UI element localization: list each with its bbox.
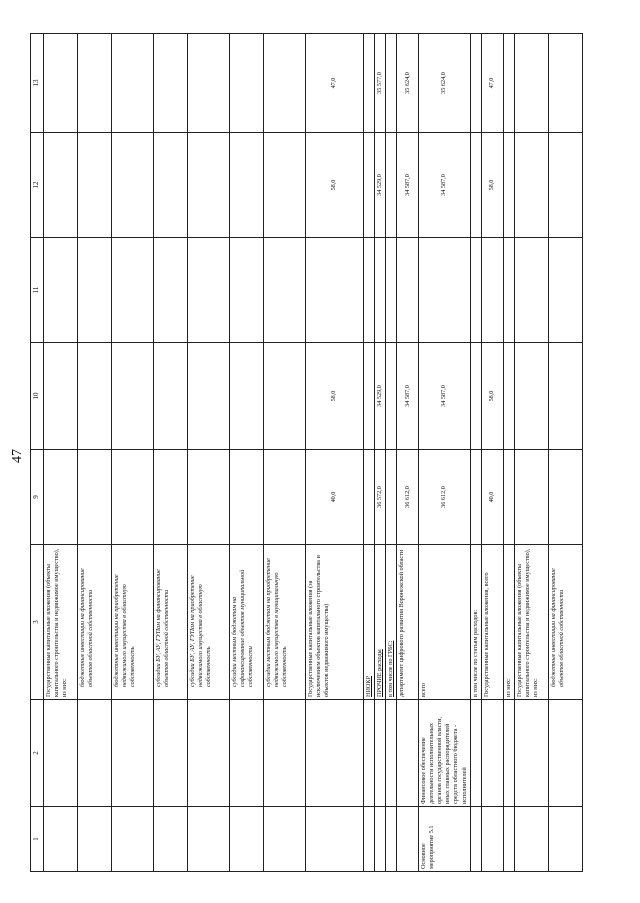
table-cell [230,343,264,450]
table-cell [44,807,78,872]
table-cell [548,450,582,545]
table-cell: НИОКР [364,545,375,700]
table-cell: 36 572,0 [375,450,386,545]
table-cell [548,807,582,872]
table-cell [364,238,375,343]
table-cell [112,133,154,238]
table-cell [481,807,503,872]
table-cell: 34 529,0 [375,343,386,450]
header-row [31,34,44,872]
table-cell [112,343,154,450]
table-cell: 35 624,0 [419,34,470,133]
table-cell [503,450,514,545]
page-number: 47 [10,449,25,463]
table-row [44,34,78,872]
table-cell [514,133,548,238]
table-cell [470,700,481,807]
table-cell: 34 587,0 [419,343,470,450]
table-cell [188,238,230,343]
table-cell [364,700,375,807]
table-cell [470,238,481,343]
table-cell: субсидии БУ, АУ, ГУПам на приобретение недвижимого имущества в областную собственность [188,545,230,700]
column-header: 13 [31,34,44,133]
table-cell [386,807,397,872]
table-cell [481,700,503,807]
table-cell: 58,0 [481,343,503,450]
table-cell [44,450,78,545]
table-cell [78,700,112,807]
table-cell [154,133,188,238]
table-cell: 58,0 [306,343,364,450]
table-cell: Основное мероприятие 5.1 [419,807,470,872]
table-cell [375,807,386,872]
table-cell [112,807,154,872]
table-cell [514,34,548,133]
table-cell [230,450,264,545]
table-cell [188,34,230,133]
budget-table [30,33,583,872]
table-row [306,34,364,872]
table-cell [230,133,264,238]
table-cell [44,133,78,238]
table-cell: 40,0 [306,450,364,545]
table-cell: Государственные капитальные вложения (за исключением объектов капитального строительства и объектов недвижимого имущества) [306,545,364,700]
table-row [112,34,154,872]
table-cell [44,34,78,133]
column-header: 11 [31,238,44,343]
table-cell: 47,0 [481,34,503,133]
table-cell: 34 587,0 [419,133,470,238]
table-cell [188,807,230,872]
table-cell [364,133,375,238]
table-cell [78,807,112,872]
table-cell [364,343,375,450]
table-cell: Государственные капитальные вложения (объекты капитального строительства и недвижимое имущество), из них: [514,545,548,700]
table-cell [548,700,582,807]
table-cell [503,238,514,343]
table-cell: бюджетные инвестиции на финансирование объектов областной собственности [548,545,582,700]
table-cell [154,807,188,872]
table-cell [386,238,397,343]
table-cell [548,343,582,450]
table-cell [397,807,419,872]
table-cell [503,343,514,450]
table-cell: 35 577,0 [375,34,386,133]
table-row [419,34,470,872]
table-cell [264,133,306,238]
table-row [154,34,188,872]
table-cell [188,450,230,545]
column-header: 10 [31,343,44,450]
table-cell [470,807,481,872]
table-cell: бюджетные инвестиции на финансирование объектов областной собственности [78,545,112,700]
table-cell: Финансовое обеспечение деятельности исполнительных органов государственной власти, иных главных распорядителей средств областного бюджета - исполнителей [419,700,470,807]
table-cell [514,700,548,807]
table-cell [78,133,112,238]
table-cell: в том числе по ГРБС: [386,545,397,700]
table-cell [375,238,386,343]
table-cell [481,238,503,343]
table-cell: ПРОЧИЕ расходы [375,545,386,700]
table-cell [264,343,306,450]
table-cell [514,343,548,450]
table-row [264,34,306,872]
table-cell [78,34,112,133]
table-cell [44,700,78,807]
table-cell: 36 612,0 [419,450,470,545]
table-cell: департамент цифрового развития Воронежской области [397,545,419,700]
table-cell [264,450,306,545]
table-cell [230,807,264,872]
table-cell [514,807,548,872]
table-cell [154,450,188,545]
column-header: 2 [31,700,44,807]
table-cell [548,34,582,133]
table-cell: 47,0 [306,34,364,133]
table-cell [112,34,154,133]
table-row [375,34,386,872]
table-cell [264,700,306,807]
table-cell: 34 587,0 [397,133,419,238]
table-cell [514,450,548,545]
table-cell [386,450,397,545]
table-cell [364,450,375,545]
table-cell [154,343,188,450]
table-cell [44,238,78,343]
table-cell [419,238,470,343]
table-cell: 34 587,0 [397,343,419,450]
table-cell [230,34,264,133]
table-cell [154,238,188,343]
table-cell: 40,0 [481,450,503,545]
table-cell [78,238,112,343]
table-cell [397,700,419,807]
table-cell [514,238,548,343]
table-cell: в том числе по статьям расходов: [470,545,481,700]
table-cell: субсидии БУ, АУ, ГУПам на финансирование объектов областной собственности [154,545,188,700]
table-cell [470,34,481,133]
table-cell [503,807,514,872]
table-cell [503,133,514,238]
table-cell [470,343,481,450]
table-cell [470,450,481,545]
table-cell [188,133,230,238]
table-row [481,34,503,872]
table-cell [264,238,306,343]
table-cell: 58,0 [306,133,364,238]
table-cell [230,238,264,343]
table-cell [112,450,154,545]
table-cell [470,133,481,238]
table-cell [264,34,306,133]
table-cell: 36 612,0 [397,450,419,545]
table-cell [112,238,154,343]
table-cell: Государственные капитальные вложения (объекты капитального строительства и недвижимое имущество), из них: [44,545,78,700]
table-cell [78,450,112,545]
table-cell [386,700,397,807]
table-cell: 34 529,0 [375,133,386,238]
table-cell [306,700,364,807]
column-header: 1 [31,807,44,872]
table-cell [386,133,397,238]
table-cell: Государственные капитальные вложения, всего [481,545,503,700]
table-cell [264,807,306,872]
table-row [548,34,582,872]
table-cell [503,34,514,133]
table-cell [375,700,386,807]
column-header: 12 [31,133,44,238]
table-cell [44,343,78,450]
table-cell: всего [419,545,470,700]
table-cell: 35 624,0 [397,34,419,133]
table-cell: 58,0 [481,133,503,238]
table-row [78,34,112,872]
table-cell [306,807,364,872]
table-cell [364,807,375,872]
table-cell [386,34,397,133]
table-row [386,34,397,872]
column-header: 9 [31,450,44,545]
table-row [397,34,419,872]
table-row [470,34,481,872]
table-cell [230,700,264,807]
table-cell [154,700,188,807]
table-row [364,34,375,872]
table-cell: бюджетные инвестиции на приобретение недвижимого имущества в областную собственность [112,545,154,700]
table-cell [188,700,230,807]
table-cell [154,34,188,133]
table-cell [306,238,364,343]
table-cell [386,343,397,450]
table-cell: субсидии местным бюджетам на софинансирование объектов муниципальной собственности [230,545,264,700]
table-cell [364,34,375,133]
table-row [514,34,548,872]
table-row [503,34,514,872]
table-cell [503,700,514,807]
column-header: 3 [31,545,44,700]
table-cell: субсидии местным бюджетам на приобретение недвижимого имущества в муниципальную собственность [264,545,306,700]
table-cell [112,700,154,807]
table-cell: из них: [503,545,514,700]
table-cell [397,238,419,343]
table-cell [548,238,582,343]
table-cell [78,343,112,450]
table-cell [548,133,582,238]
table-row [188,34,230,872]
table-row [230,34,264,872]
table-cell [188,343,230,450]
